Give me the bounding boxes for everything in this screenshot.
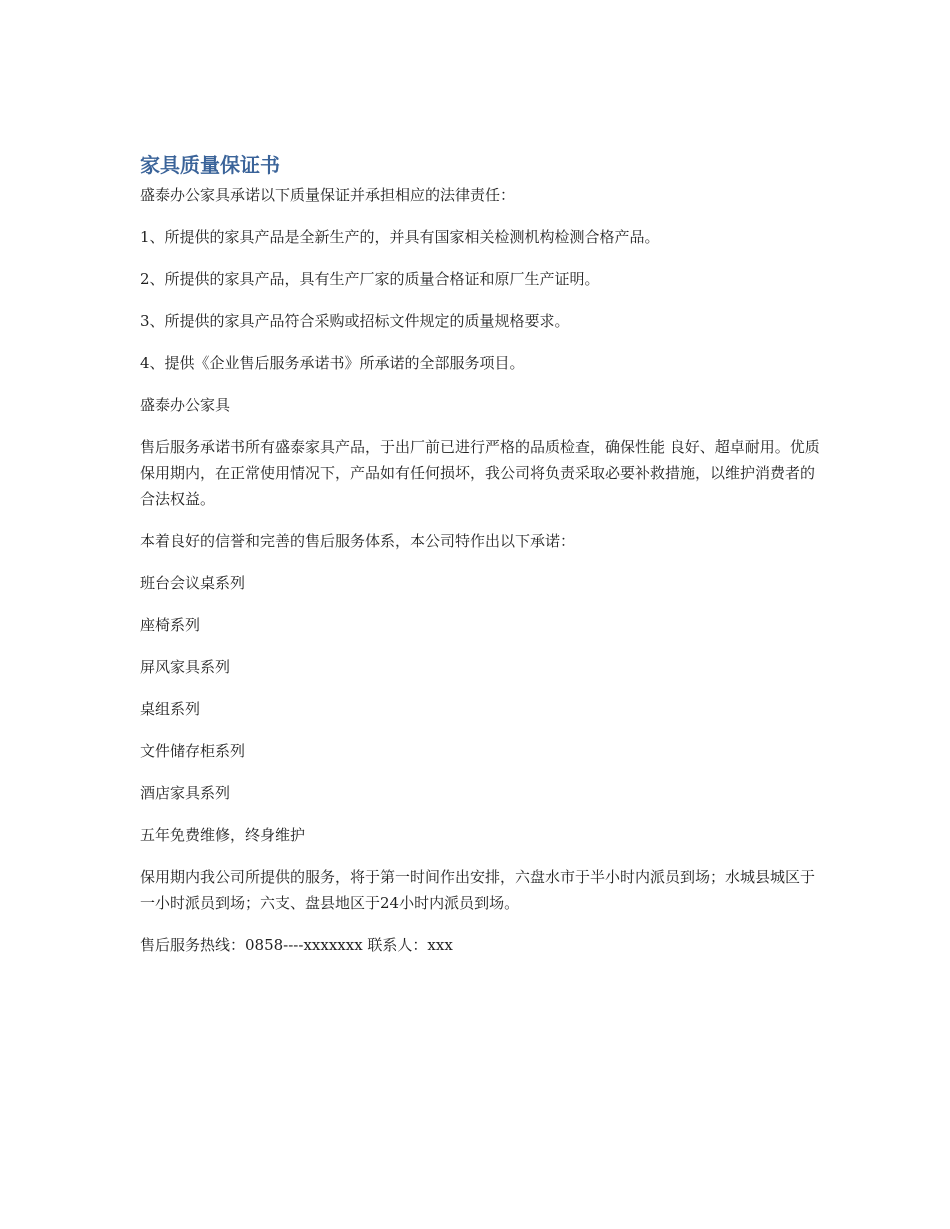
product-series-item: 文件储存柜系列 [140, 742, 246, 760]
guarantee-item-4: 4、提供《企业售后服务承诺书》所承诺的全部服务项目。 [140, 354, 525, 372]
product-series-item: 座椅系列 [140, 616, 201, 634]
product-series-item: 酒店家具系列 [140, 784, 231, 802]
commitment-intro: 本着良好的信誉和完善的售后服务体系，本公司特作出以下承诺： [140, 532, 576, 550]
guarantee-item-3: 3、所提供的家具产品符合采购或招标文件规定的质量规格要求。 [140, 312, 570, 330]
guarantee-item-2: 2、所提供的家具产品，具有生产厂家的质量合格证和原厂生产证明。 [140, 270, 600, 288]
document-title: 家具质量保证书 [140, 153, 280, 177]
intro-paragraph: 盛泰办公家具承诺以下质量保证并承担相应的法律责任： [140, 186, 516, 204]
document-body [140, 150, 820, 974]
guarantee-item-1: 1、所提供的家具产品是全新生产的，并具有国家相关检测机构检测合格产品。 [140, 228, 660, 246]
service-response-statement: 保用期内我公司所提供的服务，将于第一时间作出安排，六盘水市于半小时内派员到场；水城县城区于一小时派员到场；六支、盘县地区于24小时内派员到场。 [140, 868, 816, 912]
product-series-item: 屏风家具系列 [140, 658, 231, 676]
warranty-statement: 五年免费维修，终身维护 [140, 826, 306, 844]
after-sales-statement: 售后服务承诺书所有盛泰家具产品，于出厂前已进行严格的品质检查，确保性能 良好、超卓耐用。优质保用期内，在正常使用情况下，产品如有任何损坏，我公司将负责采取必要补救措施，以维护消费者的合法权益。 [140, 438, 820, 508]
product-series-item: 桌组系列 [140, 700, 201, 718]
company-name: 盛泰办公家具 [140, 396, 231, 414]
product-series-item: 班台会议桌系列 [140, 574, 246, 592]
hotline-contact: 售后服务热线：0858----xxxxxxx 联系人：xxx [140, 936, 453, 954]
